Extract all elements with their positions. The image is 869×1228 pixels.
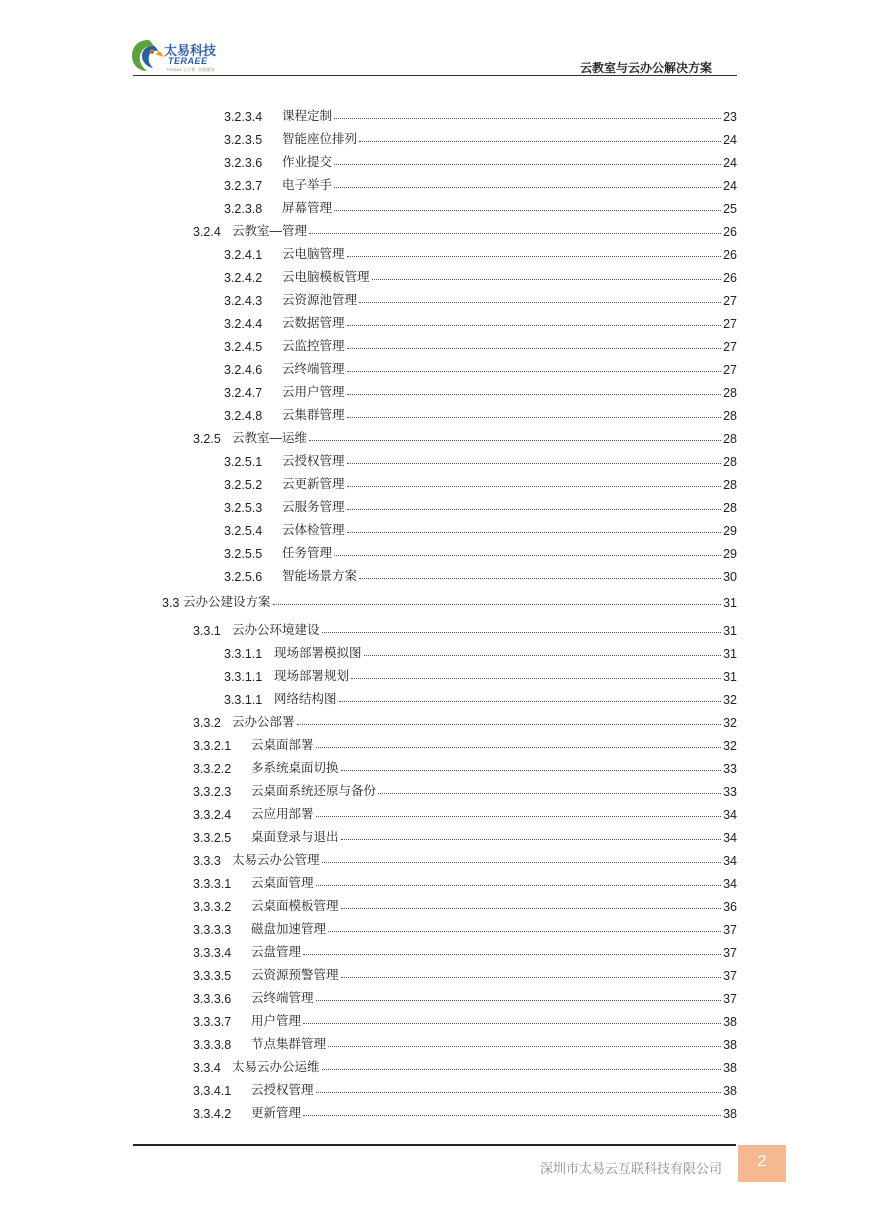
toc-dot-leader [273,604,722,605]
toc-entry-title: 网络结构图 [274,692,337,706]
toc-entry-title: 智能座位排列 [282,132,358,146]
toc-dot-leader [316,1092,722,1093]
toc-entry-page: 34 [723,877,737,891]
toc-entry[interactable] [193,426,737,446]
toc-dot-leader [351,678,721,679]
toc-entry[interactable] [224,173,737,193]
toc-entry-page: 30 [723,570,737,584]
chameleon-logo-icon [130,37,166,73]
toc-entry-number: 3.3.3.5 [193,969,232,983]
toc-dot-leader [316,747,722,748]
toc-entry-title: 屏幕管理 [282,201,333,215]
toc-entry-number: 3.3.3.7 [193,1015,232,1029]
toc-entry-number: 3.2.3.6 [224,156,263,170]
toc-entry-number: 3.3.3.2 [193,900,232,914]
toc-entry-number: 3.3.3.4 [193,946,232,960]
toc-entry-title: 云电脑管理 [282,247,345,261]
toc-entry-number: 3.3.2.5 [193,831,232,845]
toc-entry-number: 3.2.5.6 [224,570,263,584]
toc-dot-leader [347,325,722,326]
toc-entry-title: 智能场景方案 [282,569,358,583]
toc-entry[interactable] [224,380,737,400]
toc-entry-page: 24 [723,156,737,170]
toc-entry-page: 31 [723,624,737,638]
toc-entry-page: 31 [723,596,737,610]
toc-entry-title: 云办公建设方案 [183,595,271,609]
toc-entry-title: 云授权管理 [282,454,345,468]
toc-entry[interactable] [224,265,737,285]
toc-entry-title: 云资源池管理 [282,293,358,307]
toc-entry[interactable] [224,403,737,423]
toc-entry-page: 27 [723,340,737,354]
toc-dot-leader [347,532,722,533]
toc-dot-leader [297,724,722,725]
toc-dot-leader [339,701,722,702]
toc-entry-number: 3.2.4.1 [224,248,263,262]
toc-entry[interactable] [193,779,737,799]
toc-entry[interactable] [193,871,737,891]
toc-entry-page: 32 [723,693,737,707]
toc-entry-page: 38 [723,1061,737,1075]
toc-entry-title: 云数据管理 [282,316,345,330]
page-number-box [738,1145,786,1182]
toc-entry-title: 云应用部署 [251,807,314,821]
toc-entry-page: 37 [723,946,737,960]
toc-dot-leader [347,463,722,464]
toc-entry-page: 29 [723,547,737,561]
toc-entry-number: 3.2.3.4 [224,110,263,124]
toc-entry-page: 28 [723,501,737,515]
toc-entry[interactable] [224,196,737,216]
toc-entry[interactable] [193,848,737,868]
toc-entry[interactable] [224,687,737,707]
toc-dot-leader [309,440,721,441]
toc-entry-page: 38 [723,1038,737,1052]
toc-entry[interactable] [193,894,737,914]
toc-entry-title: 云集群管理 [282,408,345,422]
toc-entry-title: 云办公环境建设 [232,623,320,637]
toc-entry-number: 3.2.4.8 [224,409,263,423]
toc-entry-title: 任务管理 [282,546,333,560]
toc-entry[interactable] [193,825,737,845]
toc-entry-page: 37 [723,923,737,937]
toc-dot-leader [347,486,722,487]
toc-entry-number: 3.2.5.5 [224,547,263,561]
toc-entry-title: 云终端管理 [251,991,314,1005]
toc-entry[interactable] [224,495,737,515]
toc-entry-number: 3.3 [162,596,180,610]
toc-dot-leader [341,839,722,840]
toc-entry-title: 云资源预警管理 [251,968,339,982]
toc-entry-number: 3.3.2.3 [193,785,232,799]
toc-entry-page: 38 [723,1015,737,1029]
toc-entry-title: 云终端管理 [282,362,345,376]
toc-entry-number: 3.3.3.3 [193,923,232,937]
logo-tagline: TERAEE 云计算 · 智能服务 [166,67,215,72]
toc-entry[interactable] [224,541,737,561]
toc-entry-title: 现场部署规划 [274,669,350,683]
toc-entry-title: 云桌面系统还原与备份 [251,784,377,798]
toc-entry-title: 电子举手 [282,178,333,192]
toc-entry-page: 32 [723,739,737,753]
footer-divider [133,1144,736,1146]
toc-entry-page: 38 [723,1107,737,1121]
toc-entry-number: 3.3.3.1 [193,877,232,891]
toc-entry-page: 29 [723,524,737,538]
toc-entry-page: 38 [723,1084,737,1098]
toc-entry[interactable] [193,710,737,730]
toc-entry[interactable] [224,641,737,661]
toc-entry[interactable] [224,104,737,124]
toc-entry-title: 云更新管理 [282,477,345,491]
toc-dot-leader [347,394,722,395]
toc-dot-leader [334,555,721,556]
toc-entry[interactable] [224,357,737,377]
toc-entry[interactable] [224,334,737,354]
toc-entry[interactable] [193,1032,737,1052]
toc-dot-leader [322,862,722,863]
toc-dot-leader [347,348,722,349]
toc-entry[interactable] [224,449,737,469]
company-logo [130,37,240,73]
toc-entry-page: 34 [723,854,737,868]
toc-entry-number: 3.2.5.3 [224,501,263,515]
toc-entry-number: 3.3.4 [193,1061,221,1075]
toc-dot-leader [359,141,721,142]
toc-entry-page: 37 [723,992,737,1006]
toc-entry-page: 34 [723,808,737,822]
footer-company-name: 深圳市太易云互联科技有限公司 [539,1162,722,1177]
toc-entry[interactable] [224,127,737,147]
toc-entry-number: 3.3.1 [193,624,221,638]
toc-entry-title: 太易云办公管理 [232,853,320,867]
toc-entry-title: 节点集群管理 [251,1037,327,1051]
toc-dot-leader [309,233,721,234]
toc-entry-title: 云桌面模板管理 [251,899,339,913]
toc-entry-page: 28 [723,386,737,400]
toc-entry-page: 31 [723,670,737,684]
toc-entry-number: 3.3.3.6 [193,992,232,1006]
toc-entry-number: 3.2.4.3 [224,294,263,308]
toc-entry[interactable] [193,963,737,983]
header-divider [133,75,737,76]
toc-entry-page: 32 [723,716,737,730]
toc-entry-title: 云盘管理 [251,945,302,959]
toc-dot-leader [341,908,722,909]
toc-entry-title: 云体检管理 [282,523,345,537]
toc-entry-number: 3.3.3 [193,854,221,868]
toc-entry-number: 3.3.1.1 [224,647,263,661]
toc-entry[interactable] [224,242,737,262]
toc-entry[interactable] [224,518,737,538]
toc-dot-leader [347,417,722,418]
toc-entry-title: 云教室—管理 [232,224,308,238]
toc-entry-page: 33 [723,785,737,799]
toc-entry-title: 现场部署模拟图 [274,646,362,660]
toc-dot-leader [359,578,721,579]
toc-entry-number: 3.2.4.6 [224,363,263,377]
toc-entry-number: 3.2.3.5 [224,133,263,147]
toc-dot-leader [303,1023,721,1024]
toc-entry-number: 3.2.5.2 [224,478,263,492]
toc-entry-title: 用户管理 [251,1014,302,1028]
toc-dot-leader [303,1115,721,1116]
logo-name-en: TERAEE [168,56,208,66]
toc-dot-leader [316,885,722,886]
toc-dot-leader [322,632,722,633]
toc-entry-number: 3.3.1.1 [224,693,263,707]
toc-entry-title: 云桌面部署 [251,738,314,752]
toc-entry-page: 27 [723,317,737,331]
toc-entry-title: 云服务管理 [282,500,345,514]
toc-entry[interactable] [224,150,737,170]
toc-entry-page: 24 [723,179,737,193]
toc-dot-leader [347,371,722,372]
toc-entry[interactable] [193,756,737,776]
toc-entry-page: 28 [723,455,737,469]
toc-entry-title: 桌面登录与退出 [251,830,339,844]
toc-dot-leader [341,977,722,978]
toc-entry-number: 3.2.4 [193,225,221,239]
toc-dot-leader [364,655,722,656]
toc-entry-title: 磁盘加速管理 [251,922,327,936]
toc-entry-number: 3.3.4.2 [193,1107,232,1121]
toc-entry-title: 作业提交 [282,155,333,169]
toc-dot-leader [328,931,721,932]
toc-entry[interactable] [193,219,737,239]
toc-entry-number: 3.2.4.5 [224,340,263,354]
toc-dot-leader [372,279,722,280]
toc-dot-leader [303,954,721,955]
toc-entry-page: 34 [723,831,737,845]
logo-name-cn: 太易科技 [164,43,217,58]
toc-entry-title: 云用户管理 [282,385,345,399]
toc-dot-leader [347,509,722,510]
toc-entry-page: 26 [723,271,737,285]
toc-entry-number: 3.2.4.4 [224,317,263,331]
toc-entry[interactable] [224,311,737,331]
toc-entry-page: 37 [723,969,737,983]
toc-entry-number: 3.3.2.4 [193,808,232,822]
toc-entry[interactable] [193,733,737,753]
toc-entry-number: 3.2.3.8 [224,202,263,216]
toc-entry-number: 3.3.1.1 [224,670,263,684]
toc-dot-leader [334,210,721,211]
toc-dot-leader [316,816,722,817]
toc-dot-leader [322,1069,722,1070]
toc-entry-title: 课程定制 [282,109,333,123]
toc-entry[interactable] [193,1101,737,1121]
toc-dot-leader [359,302,721,303]
toc-entry[interactable] [193,917,737,937]
toc-entry-title: 云办公部署 [232,715,295,729]
toc-entry-number: 3.2.5 [193,432,221,446]
toc-entry-page: 25 [723,202,737,216]
toc-entry[interactable] [193,986,737,1006]
toc-dot-leader [316,1000,722,1001]
toc-entry-page: 28 [723,478,737,492]
toc-entry-page: 26 [723,225,737,239]
toc-dot-leader [328,1046,721,1047]
toc-entry-number: 3.2.5.4 [224,524,263,538]
toc-entry[interactable] [162,590,737,610]
toc-dot-leader [347,256,722,257]
toc-entry-number: 3.3.3.8 [193,1038,232,1052]
toc-entry-page: 27 [723,294,737,308]
toc-entry-number: 3.3.2 [193,716,221,730]
toc-entry-title: 云教室—运维 [232,431,308,445]
toc-entry[interactable] [193,1078,737,1098]
toc-dot-leader [334,118,721,119]
toc-dot-leader [334,187,721,188]
toc-entry[interactable] [224,664,737,684]
toc-entry-page: 28 [723,432,737,446]
toc-dot-leader [341,770,722,771]
toc-entry-number: 3.2.3.7 [224,179,263,193]
toc-entry-number: 3.3.2.1 [193,739,232,753]
toc-entry[interactable] [193,1055,737,1075]
document-title: 云教室与云办公解决方案 [579,61,712,75]
toc-entry[interactable] [193,618,737,638]
toc-entry[interactable] [224,288,737,308]
toc-entry-number: 3.3.2.2 [193,762,232,776]
toc-dot-leader [334,164,721,165]
toc-entry[interactable] [224,472,737,492]
toc-entry-title: 更新管理 [251,1106,302,1120]
toc-entry-page: 24 [723,133,737,147]
toc-entry-page: 23 [723,110,737,124]
toc-entry[interactable] [193,802,737,822]
toc-entry-title: 云监控管理 [282,339,345,353]
page-number: 2 [757,1153,767,1170]
toc-entry-page: 27 [723,363,737,377]
toc-entry-page: 33 [723,762,737,776]
toc-entry-page: 28 [723,409,737,423]
toc-entry-number: 3.3.4.1 [193,1084,232,1098]
toc-entry-number: 3.2.5.1 [224,455,263,469]
toc-entry[interactable] [193,940,737,960]
toc-dot-leader [378,793,721,794]
toc-entry[interactable] [193,1009,737,1029]
toc-entry-page: 26 [723,248,737,262]
toc-entry-title: 云电脑模板管理 [282,270,370,284]
toc-entry-number: 3.2.4.7 [224,386,263,400]
toc-entry-title: 云桌面管理 [251,876,314,890]
toc-entry-title: 太易云办公运维 [232,1060,320,1074]
toc-entry-page: 31 [723,647,737,661]
toc-entry-number: 3.2.4.2 [224,271,263,285]
toc-entry-title: 云授权管理 [251,1083,314,1097]
toc-entry-title: 多系统桌面切换 [251,761,339,775]
toc-entry[interactable] [224,564,737,584]
toc-entry-page: 36 [723,900,737,914]
